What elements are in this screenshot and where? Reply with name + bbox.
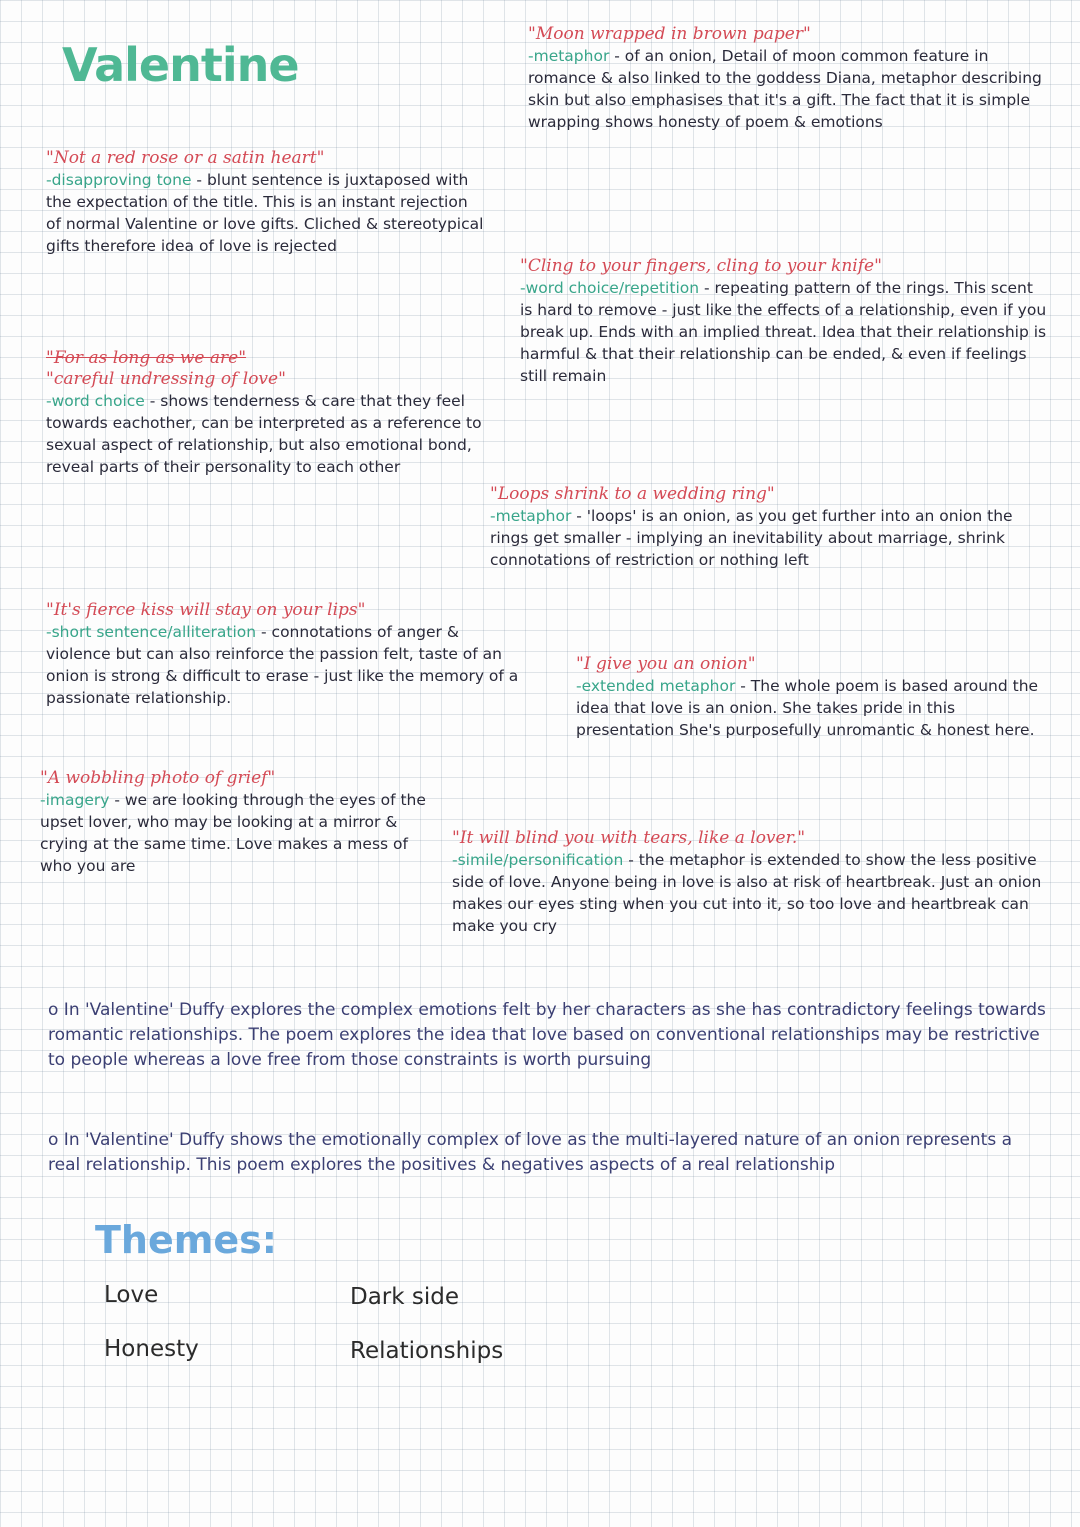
note-block: [46, 348, 486, 478]
note-quote: "Moon wrapped in brown paper": [528, 24, 811, 44]
note-block: [46, 600, 526, 709]
note-text: - the metaphor is extended to show the less positive side of love. Anyone being in love is also at risk of heartbreak. Just an onion makes our eyes sting when you cut into it, so too love and heartbreak can make you cry: [452, 851, 1042, 935]
summary-paragraph: o In 'Valentine' Duffy shows the emotionally complex of love as the multi-layered nature of an onion represents a real relationship. This poem explores the positives & negatives aspects of a real relationship: [48, 1130, 1013, 1175]
theme-item: Dark side: [350, 1284, 460, 1310]
note-text: - connotations of anger & violence but can also reinforce the passion felt, taste of an onion is strong & difficult to erase - just like the memory of a passionate relationship.: [46, 623, 519, 707]
note-quote: "Cling to your fingers, cling to your knife": [520, 256, 882, 276]
note-quote: "A wobbling photo of grief": [40, 768, 276, 788]
note-device: -imagery: [40, 791, 110, 809]
note-text: - The whole poem is based around the idea that love is an onion. She takes pride in this presentation She's purposefully unromantic & honest here.: [576, 677, 1039, 739]
theme-item: Relationships: [350, 1338, 504, 1364]
note-quote: "It's fierce kiss will stay on your lips": [46, 600, 366, 620]
note-block: [40, 768, 440, 877]
theme-item: Love: [104, 1282, 159, 1308]
note-device: -short sentence/alliteration: [46, 623, 257, 641]
note-struck-quote: "For as long as we are": [46, 348, 247, 368]
summary-paragraph: o In 'Valentine' Duffy explores the complex emotions felt by her characters as she has contradictory feelings towards romantic relationships. The poem explores the idea that love based on conventional relationships may be restrictive to people whereas a love free from those constraints is worth pursuing: [48, 1000, 1046, 1070]
note-device: -disapproving tone: [46, 171, 192, 189]
note-device: -simile/personification: [452, 851, 624, 869]
note-text: - 'loops' is an onion, as you get further into an onion the rings get smaller - implying an inevitability about marriage, shrink connotations of restriction or nothing left: [490, 507, 1013, 569]
note-block: [528, 24, 1048, 133]
note-block: [46, 148, 486, 257]
note-device: -metaphor: [490, 507, 572, 525]
note-device: -word choice/repetition: [520, 279, 700, 297]
note-block: [452, 828, 1052, 937]
note-text: - we are looking through the eyes of the upset lover, who may be looking at a mirror & crying at the same time. Love makes a mess of who you are: [40, 791, 426, 875]
note-text: - of an onion, Detail of moon common feature in romance & also linked to the goddess Diana, metaphor describing skin but also emphasises that it's a gift. The fact that it is simple wrapping shows honesty of poem & emotions: [528, 47, 1042, 131]
note-device: -word choice: [46, 392, 145, 410]
note-quote: "careful undressing of love": [46, 369, 286, 389]
themes-heading: Themes:: [95, 1218, 277, 1262]
note-text: - shows tenderness & care that they feel towards eachother, can be interpreted as a reference to sexual aspect of relationship, but also emotional bond, reveal parts of their personality to each other: [46, 392, 482, 476]
note-quote: "Not a red rose or a satin heart": [46, 148, 325, 168]
note-quote: "Loops shrink to a wedding ring": [490, 484, 775, 504]
note-text: - blunt sentence is juxtaposed with the expectation of the title. This is an instant rejection of normal Valentine or love gifts. Cliched & stereotypical gifts therefore idea of love is rejected: [46, 171, 484, 255]
note-block: [520, 256, 1050, 387]
note-block: [490, 484, 1050, 571]
note-device: -extended metaphor: [576, 677, 736, 695]
note-quote: "It will blind you with tears, like a lover.": [452, 828, 806, 848]
theme-item: Honesty: [104, 1336, 199, 1362]
page-title: Valentine: [62, 38, 299, 92]
note-text: - repeating pattern of the rings. This scent is hard to remove - just like the effects of a relationship, even if you break up. Ends with an implied threat. Idea that their relationship is harmful & that their relationship can be ended, & even if feelings still remain: [520, 279, 1047, 385]
note-device: -metaphor: [528, 47, 610, 65]
note-block: [576, 654, 1046, 741]
note-quote: "I give you an onion": [576, 654, 756, 674]
